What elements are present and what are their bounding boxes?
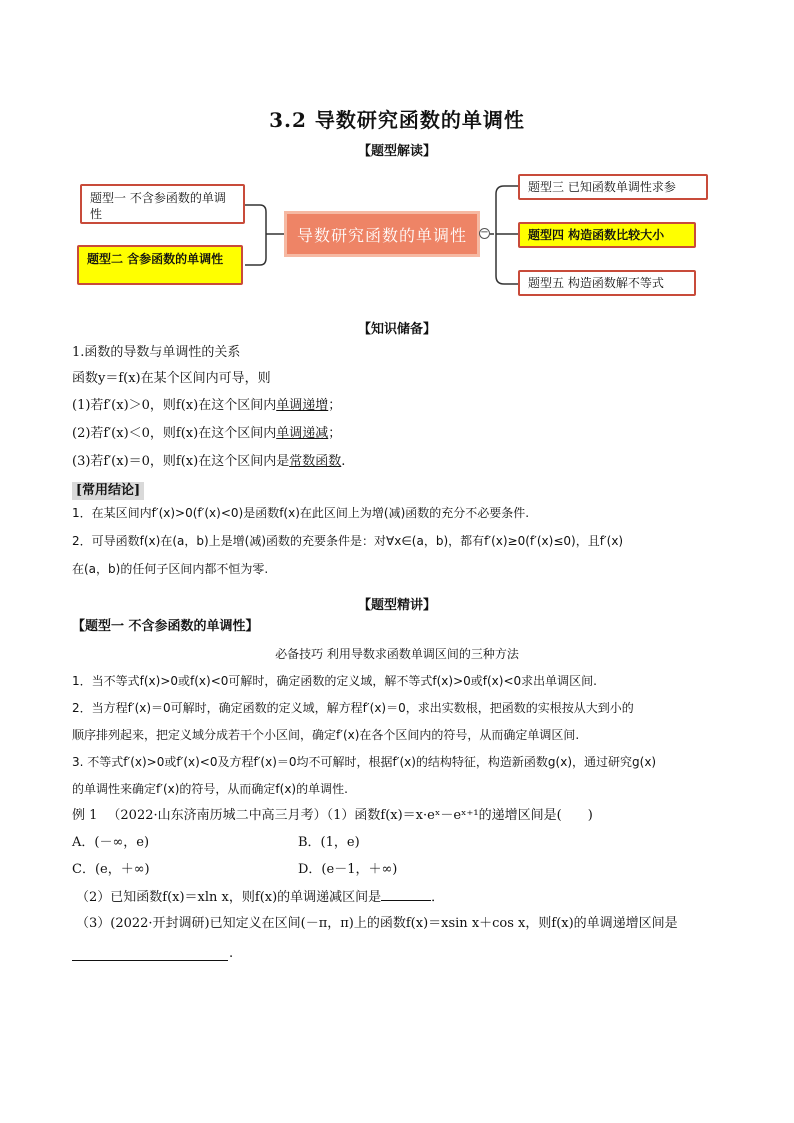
- term-decreasing: 单调递减: [276, 426, 329, 441]
- option-c[interactable]: C．(e，＋∞): [72, 862, 150, 877]
- method-line-3: 顺序排列起来，把定义域分成若干个小区间，确定f′(x)在各个区间内的符号，从而确定单调区间.: [72, 728, 580, 742]
- method-line-1: 1．当不等式f(x)>0或f(x)<0可解时，确定函数的定义域，解不等式f(x)>0或f(x)<0求出单调区间.: [72, 674, 597, 688]
- knowledge-item-1: (1)若f′(x)＞0，则f(x)在这个区间内单调递增；: [72, 398, 342, 413]
- section-heading-lecture: 【题型精讲】: [357, 598, 436, 613]
- section-heading-interpretation: 【题型解读】: [357, 144, 436, 159]
- conclusion-line-3: 在(a，b)的任何子区间内都不恒为零.: [72, 562, 269, 576]
- part3-period: .: [229, 946, 234, 961]
- example-label: 例 1: [72, 808, 98, 823]
- example-1-part-1: [72, 806, 593, 826]
- option-b[interactable]: B．(1，e): [298, 835, 360, 850]
- term-constant: 常数函数: [289, 454, 342, 469]
- answer-blank[interactable]: [381, 887, 431, 901]
- conclusion-line-1: 1．在某区间内f′(x)>0(f′(x)<0)是函数f(x)在此区间上为增(减)函数的充分不必要条件.: [72, 506, 530, 520]
- section-heading-knowledge: 【知识储备】: [357, 322, 436, 337]
- method-line-5: 的单调性来确定f′(x)的符号，从而确定f(x)的单调性.: [72, 782, 348, 796]
- conclusion-line-2: 2．可导函数f(x)在(a，b)上是增(减)函数的充要条件是：对∀x∈(a，b)，都有f′(x)≥0(f′(x)≤0)，且f′(x): [72, 534, 624, 548]
- example-1-part-2: （2）已知函数f(x)＝xln x，则f(x)的单调递减区间是 ．: [76, 887, 444, 908]
- type1-heading: 【题型一 不含参函数的单调性】: [72, 619, 259, 634]
- method-line-4: 3. 不等式f′(x)>0或f′(x)<0及方程f′(x)＝0均不可解时，根据f′(x)的结构特征，构造新函数g(x)，通过研究g(x): [72, 755, 657, 769]
- example-1-part-3: （3）(2022·开封调研)已知定义在区间(－π，π)上的函数f(x)＝xsin x＋cos x，则f(x)的单调递增区间是: [76, 916, 678, 931]
- option-d[interactable]: D．(e－1，＋∞): [298, 862, 398, 877]
- example-part1: （1）函数f(x)＝x·eˣ－eˣ⁺¹的递增区间是( ): [326, 808, 593, 823]
- mindmap-node-type3[interactable]: 题型三 已知函数单调性求参: [518, 174, 708, 200]
- page-title: 3.2 导数研究函数的单调性: [269, 108, 525, 132]
- answer-blank-long[interactable]: [72, 960, 228, 961]
- method-line-2: 2．当方程f′(x)＝0可解时，确定函数的定义域，解方程f′(x)＝0，求出实数根，把函数的实根按从大到小的: [72, 701, 634, 715]
- mindmap-node-type4[interactable]: 题型四 构造函数比较大小: [518, 222, 696, 248]
- option-a[interactable]: A．(－∞，e): [72, 835, 150, 850]
- knowledge-intro: 函数y＝f(x)在某个区间内可导，则: [72, 371, 271, 386]
- term-increasing: 单调递增: [276, 398, 329, 413]
- skill-title: 必备技巧 利用导数求函数单调区间的三种方法: [275, 647, 519, 661]
- mindmap-node-type2[interactable]: 题型二 含参函数的单调性: [77, 245, 243, 285]
- collapse-toggle-icon[interactable]: −: [480, 227, 489, 238]
- knowledge-heading: 1.函数的导数与单调性的关系: [72, 345, 241, 360]
- mindmap-node-type1[interactable]: 题型一 不含参函数的单调性: [80, 184, 245, 224]
- knowledge-item-2: (2)若f′(x)＜0，则f(x)在这个区间内单调递减；: [72, 426, 342, 441]
- example-source: （2022·山东济南历城二中高三月考）: [107, 808, 327, 823]
- mindmap-node-type5[interactable]: 题型五 构造函数解不等式: [518, 270, 696, 296]
- knowledge-item-3: (3)若f′(x)＝0，则f(x)在这个区间内是常数函数.: [72, 454, 346, 469]
- mindmap-center-node[interactable]: 导数研究函数的单调性: [284, 211, 480, 257]
- common-conclusion-tag: [常用结论]: [72, 482, 144, 500]
